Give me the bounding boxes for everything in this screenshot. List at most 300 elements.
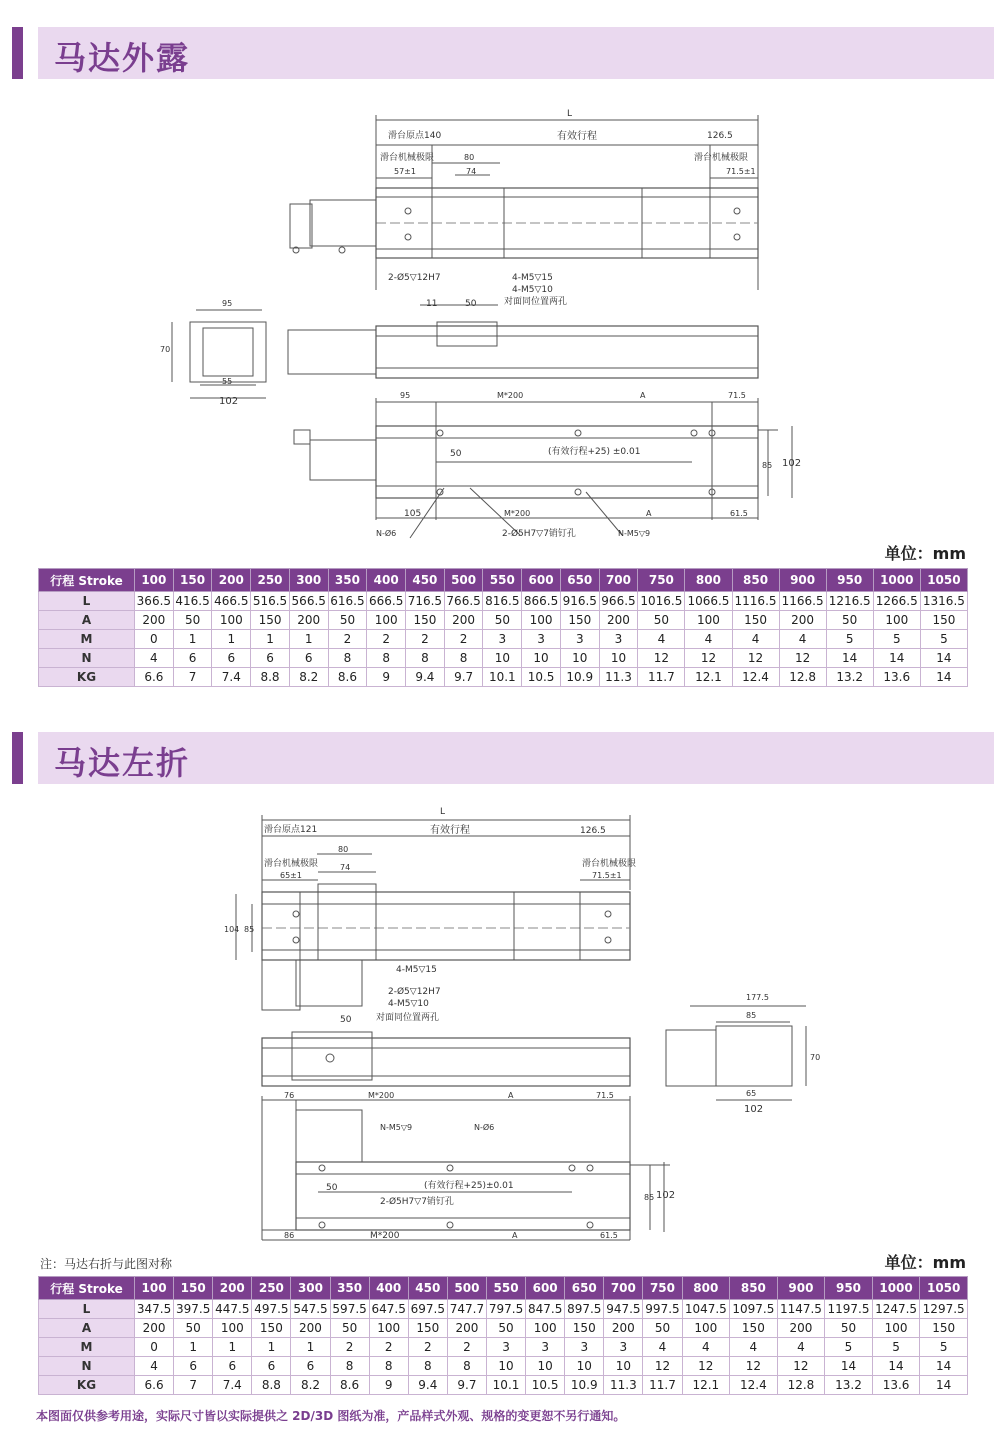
table-row [39, 668, 968, 687]
bot-dim-m200: M*200 [497, 391, 524, 400]
table-cell: 50 [328, 611, 367, 630]
table-cell: 1 [212, 630, 251, 649]
stroke-header-cell: 950 [826, 569, 873, 592]
table-cell: 4 [730, 1338, 778, 1357]
stroke-header-cell: 300 [289, 569, 328, 592]
dim-57: 57±1 [394, 167, 416, 176]
table-cell: 4 [685, 630, 732, 649]
spec-table-motor-exposed [38, 568, 968, 687]
stroke-header-cell: 1050 [920, 1277, 968, 1300]
table-cell: 50 [643, 1319, 682, 1338]
table-cell: 14 [872, 1357, 920, 1376]
table-row [39, 630, 968, 649]
stroke-header-cell: 200 [212, 569, 251, 592]
table-cell: 10 [560, 649, 599, 668]
table-cell: 50 [826, 611, 873, 630]
stroke-header-cell: 450 [408, 1277, 447, 1300]
table-row [39, 1300, 968, 1319]
bot-dim-86: 86 [284, 1231, 295, 1240]
table-cell: 6 [291, 1357, 330, 1376]
bot-dim-85: 85 [644, 1193, 655, 1202]
stroke-header-cell: 450 [406, 569, 445, 592]
table-cell: 8.2 [291, 1376, 330, 1395]
table-cell: 2 [408, 1338, 447, 1357]
table-cell: 50 [174, 1319, 213, 1338]
table-cell: 3 [486, 1338, 525, 1357]
side-dim-65: 65 [746, 1089, 757, 1098]
table-cell: 11.3 [599, 668, 638, 687]
side-dim-70: 70 [810, 1053, 821, 1062]
table-cell: 8.6 [328, 668, 367, 687]
dim-74: 74 [466, 167, 477, 176]
bot-label-stroke: (有效行程+25) ±0.01 [548, 447, 641, 457]
row-label: A [39, 1319, 135, 1338]
bot-dim-A: A [508, 1091, 514, 1100]
bot-dim-95: 95 [400, 391, 411, 400]
stroke-header-cell: 100 [135, 1277, 174, 1300]
table-cell: 6 [212, 649, 251, 668]
dim-95: 95 [222, 299, 233, 308]
table-cell: 2 [367, 630, 406, 649]
table-cell: 50 [486, 1319, 525, 1338]
table-cell: 200 [599, 611, 638, 630]
table-cell: 200 [779, 611, 826, 630]
table-cell: 200 [447, 1319, 486, 1338]
table-cell: 3 [483, 630, 522, 649]
table-cell: 6 [173, 649, 212, 668]
table-cell: 8.2 [289, 668, 328, 687]
stroke-header-cell: 250 [252, 1277, 291, 1300]
footer-disclaimer: 本图面仅供参考用途，实际尺寸皆以实际提供之 2D/3D 图纸为准，产品样式外观、规格的变更恕不另行通知。 [36, 1409, 626, 1423]
table-header-row [39, 1277, 968, 1300]
table-cell: 2 [369, 1338, 408, 1357]
table-cell: 14 [920, 1376, 968, 1395]
table-cell: 10 [599, 649, 638, 668]
table-cell: 9 [367, 668, 406, 687]
stroke-header-cell: 1000 [872, 1277, 920, 1300]
table-cell: 13.6 [873, 668, 920, 687]
stroke-header-cell: 400 [367, 569, 406, 592]
table-cell: 50 [330, 1319, 369, 1338]
table-row [39, 649, 968, 668]
table-header-label: 行程 Stroke [39, 1277, 135, 1300]
table-cell: 150 [730, 1319, 778, 1338]
row-label: KG [39, 668, 135, 687]
bot-dim-Ab: A [512, 1231, 518, 1240]
label-hole-4m5-15: 4-M5▽15 [396, 965, 437, 975]
table-cell: 3 [560, 630, 599, 649]
table-cell: 14 [920, 649, 967, 668]
stroke-header-cell: 750 [643, 1277, 682, 1300]
table-cell: 9.7 [444, 668, 483, 687]
bot-dim-85: 85 [762, 461, 773, 470]
table-cell: 847.5 [526, 1300, 565, 1319]
table-cell: 12.1 [682, 1376, 730, 1395]
stroke-header-cell: 1050 [920, 569, 967, 592]
table-cell: 150 [732, 611, 779, 630]
row-label: M [39, 630, 135, 649]
table-cell: 3 [522, 630, 561, 649]
table-cell: 9.7 [447, 1376, 486, 1395]
table-cell: 12 [779, 649, 826, 668]
label-stroke: 有效行程 [557, 131, 597, 142]
table-cell: 3 [604, 1338, 643, 1357]
bot-dim-50: 50 [326, 1183, 338, 1193]
table-cell: 1247.5 [872, 1300, 920, 1319]
table-cell: 1066.5 [685, 592, 732, 611]
table-cell: 200 [289, 611, 328, 630]
stroke-header-cell: 750 [638, 569, 685, 592]
dim-L: L [440, 807, 446, 817]
stroke-header-cell: 400 [369, 1277, 408, 1300]
dim-104: 104 [224, 925, 240, 934]
table-cell: 6 [252, 1357, 291, 1376]
label-hole-4m5-10: 4-M5▽10 [512, 285, 553, 295]
dim-74: 74 [340, 863, 351, 872]
table-cell: 4 [732, 630, 779, 649]
stroke-header-cell: 900 [779, 569, 826, 592]
dim-126: 126.5 [707, 131, 733, 141]
bot-label-pin: 2-Ø5H7▽7销钉孔 [380, 1197, 454, 1207]
section-title: 马达外露 [54, 39, 191, 77]
table-cell: 647.5 [369, 1300, 408, 1319]
table-cell: 50 [483, 611, 522, 630]
table-cell: 4 [135, 1357, 174, 1376]
table-cell: 10.9 [565, 1376, 604, 1395]
table-cell: 2 [330, 1338, 369, 1357]
table-cell: 816.5 [483, 592, 522, 611]
table-cell: 8 [408, 1357, 447, 1376]
bot-dim-715: 71.5 [596, 1091, 614, 1100]
table-cell: 4 [643, 1338, 682, 1357]
table-cell: 5 [872, 1338, 920, 1357]
section-accent-bar [12, 27, 23, 79]
table-cell: 9.4 [406, 668, 445, 687]
table-cell: 897.5 [565, 1300, 604, 1319]
stroke-header-cell: 200 [213, 1277, 252, 1300]
table-cell: 5 [920, 630, 967, 649]
table-cell: 8 [328, 649, 367, 668]
dim-71: 71.5±1 [726, 167, 756, 176]
section-header-motor-left-fold [12, 732, 994, 784]
dim-85: 85 [244, 925, 255, 934]
table-cell: 10.9 [560, 668, 599, 687]
bot-dim-m200b: M*200 [370, 1231, 400, 1241]
table-cell: 12 [730, 1357, 778, 1376]
table-cell: 697.5 [408, 1300, 447, 1319]
table-cell: 8.8 [251, 668, 290, 687]
section-title: 马达左折 [54, 744, 191, 782]
table-cell: 1 [289, 630, 328, 649]
table-cell: 14 [920, 668, 967, 687]
bot-label-nm5: N-M5▽9 [618, 529, 651, 538]
table-cell: 1047.5 [682, 1300, 730, 1319]
bot-dim-m200b: M*200 [504, 509, 531, 518]
table-cell: 200 [777, 1319, 825, 1338]
table-cell: 150 [560, 611, 599, 630]
table-cell: 6 [174, 1357, 213, 1376]
table-cell: 9 [369, 1376, 408, 1395]
table-cell: 150 [251, 611, 290, 630]
table-cell: 200 [444, 611, 483, 630]
table-cell: 1147.5 [777, 1300, 825, 1319]
table-header-row [39, 569, 968, 592]
label-hole-4m5-15: 4-M5▽15 [512, 273, 553, 283]
table-cell: 10 [604, 1357, 643, 1376]
stroke-header-cell: 650 [560, 569, 599, 592]
stroke-header-cell: 350 [330, 1277, 369, 1300]
stroke-header-cell: 950 [825, 1277, 873, 1300]
table-cell: 947.5 [604, 1300, 643, 1319]
table-row [39, 1319, 968, 1338]
table-cell: 8 [406, 649, 445, 668]
table-cell: 1 [174, 1338, 213, 1357]
table-cell: 12.8 [779, 668, 826, 687]
table-cell: 50 [173, 611, 212, 630]
table-cell: 597.5 [330, 1300, 369, 1319]
table-cell: 1197.5 [825, 1300, 873, 1319]
table-cell: 6 [251, 649, 290, 668]
table-cell: 0 [135, 630, 174, 649]
label-mech-limit-left: 滑台机械极限 [264, 859, 319, 869]
table-cell: 12 [732, 649, 779, 668]
row-label: M [39, 1338, 135, 1357]
table-cell: 5 [920, 1338, 968, 1357]
table-cell: 497.5 [252, 1300, 291, 1319]
table-cell: 1097.5 [730, 1300, 778, 1319]
dim-102a: 102 [219, 396, 239, 407]
label-hole-4m5-10: 4-M5▽10 [388, 999, 429, 1009]
table-cell: 1316.5 [920, 592, 967, 611]
table-cell: 100 [526, 1319, 565, 1338]
table-cell: 12.8 [777, 1376, 825, 1395]
table-cell: 100 [212, 611, 251, 630]
table-cell: 5 [826, 630, 873, 649]
table-cell: 716.5 [406, 592, 445, 611]
table-cell: 5 [873, 630, 920, 649]
table-cell: 100 [369, 1319, 408, 1338]
bot-label-nphi6: N-Ø6 [474, 1123, 495, 1132]
row-label: N [39, 649, 135, 668]
table-cell: 797.5 [486, 1300, 525, 1319]
stroke-header-cell: 1000 [873, 569, 920, 592]
stroke-header-cell: 850 [730, 1277, 778, 1300]
table-cell: 1 [173, 630, 212, 649]
dim-71: 71.5±1 [592, 871, 622, 880]
label-same-pos: 对面同位置两孔 [376, 1013, 440, 1023]
stroke-header-cell: 600 [522, 569, 561, 592]
bot-dim-76: 76 [284, 1091, 295, 1100]
bot-label-nm5: N-M5▽9 [380, 1123, 413, 1132]
table-cell: 11.7 [643, 1376, 682, 1395]
label-stroke: 有效行程 [430, 825, 470, 836]
table-cell: 14 [826, 649, 873, 668]
table-cell: 8 [369, 1357, 408, 1376]
bot-dim-615: 61.5 [600, 1231, 618, 1240]
table-cell: 7 [173, 668, 212, 687]
side-dim-85: 85 [746, 1011, 757, 1020]
label-mech-limit-left: 滑台机械极限 [380, 153, 435, 163]
table-cell: 50 [825, 1319, 873, 1338]
table-cell: 10.5 [522, 668, 561, 687]
table-cell: 200 [135, 611, 174, 630]
label-hole-2: 2-Ø5▽12H7 [388, 273, 441, 283]
table-cell: 4 [779, 630, 826, 649]
section-header-motor-exposed [12, 27, 994, 79]
stroke-header-cell: 350 [328, 569, 367, 592]
table-cell: 8 [330, 1357, 369, 1376]
table-cell: 150 [408, 1319, 447, 1338]
bot-label-nphi6: N-Ø6 [376, 529, 397, 538]
table-cell: 200 [604, 1319, 643, 1338]
table-cell: 466.5 [212, 592, 251, 611]
table-cell: 416.5 [173, 592, 212, 611]
table-cell: 5 [825, 1338, 873, 1357]
technical-drawing-motor-exposed [0, 100, 1000, 550]
table-cell: 10 [526, 1357, 565, 1376]
row-label: KG [39, 1376, 135, 1395]
table-cell: 1 [251, 630, 290, 649]
table-cell: 13.2 [826, 668, 873, 687]
table-cell: 12.1 [685, 668, 732, 687]
table-cell: 966.5 [599, 592, 638, 611]
table-cell: 547.5 [291, 1300, 330, 1319]
table-cell: 1166.5 [779, 592, 826, 611]
dim-80: 80 [464, 153, 475, 162]
table-cell: 1216.5 [826, 592, 873, 611]
spec-table-motor-left-fold [38, 1276, 968, 1395]
table-cell: 150 [406, 611, 445, 630]
bot-dim-105: 105 [404, 509, 422, 519]
stroke-header-cell: 500 [444, 569, 483, 592]
table-cell: 150 [920, 1319, 968, 1338]
table-cell: 10.1 [483, 668, 522, 687]
table-cell: 766.5 [444, 592, 483, 611]
table-cell: 200 [291, 1319, 330, 1338]
table-cell: 6.6 [135, 668, 174, 687]
technical-drawing-motor-left-fold [0, 800, 1000, 1255]
table-cell: 1 [252, 1338, 291, 1357]
table-cell: 7.4 [213, 1376, 252, 1395]
table-row [39, 1376, 968, 1395]
table-cell: 4 [135, 649, 174, 668]
table-cell: 8.8 [252, 1376, 291, 1395]
stroke-header-cell: 850 [732, 569, 779, 592]
table-cell: 397.5 [174, 1300, 213, 1319]
stroke-header-cell: 800 [685, 569, 732, 592]
table-cell: 1266.5 [873, 592, 920, 611]
label-origin: 滑台原点121 [264, 825, 318, 835]
label-same-pos: 对面同位置两孔 [504, 297, 568, 307]
table-cell: 3 [526, 1338, 565, 1357]
table-cell: 8.6 [330, 1376, 369, 1395]
table-cell: 200 [135, 1319, 174, 1338]
table-cell: 100 [522, 611, 561, 630]
table-cell: 50 [638, 611, 685, 630]
dim-50a: 50 [465, 299, 477, 309]
section-accent-bar [12, 732, 23, 784]
table-cell: 14 [873, 649, 920, 668]
stroke-header-cell: 600 [526, 1277, 565, 1300]
stroke-header-cell: 800 [682, 1277, 730, 1300]
table-cell: 0 [135, 1338, 174, 1357]
table-cell: 12.4 [730, 1376, 778, 1395]
dim-50: 50 [340, 1015, 352, 1025]
stroke-header-cell: 250 [251, 569, 290, 592]
stroke-header-cell: 900 [777, 1277, 825, 1300]
bot-dim-102: 102 [656, 1190, 676, 1201]
table-cell: 447.5 [213, 1300, 252, 1319]
table-cell: 747.7 [447, 1300, 486, 1319]
table-cell: 10.1 [486, 1376, 525, 1395]
stroke-header-cell: 650 [565, 1277, 604, 1300]
table-cell: 8 [444, 649, 483, 668]
mirror-note: 注：马达右折与此图对称 [40, 1257, 173, 1271]
table-cell: 11.3 [604, 1376, 643, 1395]
table-cell: 516.5 [251, 592, 290, 611]
side-dim-102: 102 [744, 1104, 764, 1115]
table-cell: 13.2 [825, 1376, 873, 1395]
table-cell: 12 [682, 1357, 730, 1376]
table-cell: 6 [289, 649, 328, 668]
stroke-header-cell: 150 [174, 1277, 213, 1300]
table-cell: 566.5 [289, 592, 328, 611]
table-cell: 916.5 [560, 592, 599, 611]
bot-label-stroke: (有效行程+25)±0.01 [424, 1181, 514, 1191]
table-cell: 11.7 [638, 668, 685, 687]
table-cell: 100 [685, 611, 732, 630]
table-cell: 10 [486, 1357, 525, 1376]
dim-11: 11 [426, 299, 438, 309]
table-cell: 1 [213, 1338, 252, 1357]
bot-label-pin: 2-Ø5H7▽7销钉孔 [502, 529, 576, 539]
label-hole-2: 2-Ø5▽12H7 [388, 987, 441, 997]
bot-dim-m200: M*200 [368, 1091, 395, 1100]
table-cell: 100 [873, 611, 920, 630]
dim-126: 126.5 [580, 826, 606, 836]
table-cell: 1 [291, 1338, 330, 1357]
table-cell: 14 [920, 1357, 968, 1376]
table-cell: 150 [920, 611, 967, 630]
table-cell: 12 [638, 649, 685, 668]
table-cell: 4 [682, 1338, 730, 1357]
table-cell: 10 [565, 1357, 604, 1376]
table-cell: 1297.5 [920, 1300, 968, 1319]
dim-70: 70 [160, 345, 171, 354]
table-row [39, 611, 968, 630]
dim-80: 80 [338, 845, 349, 854]
table-cell: 866.5 [522, 592, 561, 611]
bot-dim-715: 71.5 [728, 391, 746, 400]
table-cell: 1116.5 [732, 592, 779, 611]
table-cell: 616.5 [328, 592, 367, 611]
stroke-header-cell: 100 [135, 569, 174, 592]
row-label: L [39, 1300, 135, 1319]
table-cell: 12 [643, 1357, 682, 1376]
table-cell: 366.5 [135, 592, 174, 611]
table-cell: 12 [777, 1357, 825, 1376]
stroke-header-cell: 550 [486, 1277, 525, 1300]
table-cell: 10.5 [526, 1376, 565, 1395]
label-mech-limit-right: 滑台机械极限 [694, 153, 749, 163]
table-cell: 8 [367, 649, 406, 668]
row-label: L [39, 592, 135, 611]
side-dim-1775: 177.5 [746, 993, 769, 1002]
table-cell: 100 [367, 611, 406, 630]
table-cell: 12 [685, 649, 732, 668]
bot-dim-A: A [640, 391, 646, 400]
bot-dim-102: 102 [782, 458, 802, 469]
